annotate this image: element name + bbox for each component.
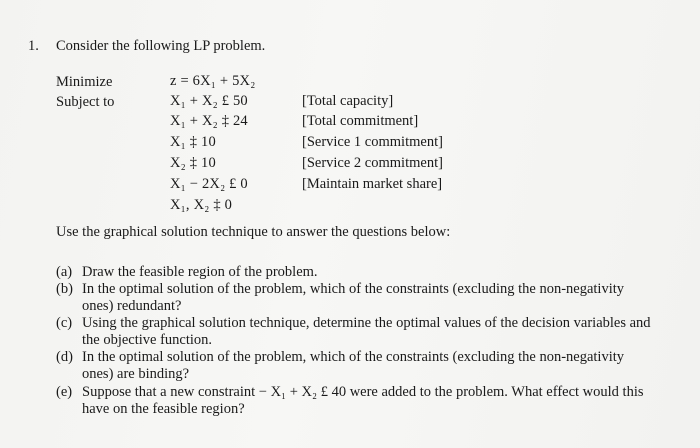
question-number: 1. bbox=[28, 38, 39, 54]
part-text: Suppose that a new constraint − X₁ + X₂ £ 40 were added to the problem. What effect would this have on the feasible region? bbox=[82, 384, 644, 417]
constraint-expr: X₁ + X₂ ‡ 24 bbox=[170, 113, 248, 129]
constraint-expr: X₂ ‡ 10 bbox=[170, 155, 216, 171]
instructions: Use the graphical solution technique to answer the questions below: bbox=[56, 224, 451, 240]
question-part-d bbox=[56, 349, 656, 383]
objective-function: z = 6X₁ + 5X₂ bbox=[170, 73, 256, 89]
constraint-note: [Total capacity] bbox=[302, 93, 394, 109]
part-tag: (b) bbox=[56, 281, 73, 297]
constraint-note: [Maintain market share] bbox=[302, 176, 443, 192]
minimize-label: Minimize bbox=[56, 74, 113, 90]
constraint-expr: X₁ − 2X₂ £ 0 bbox=[170, 176, 248, 192]
constraint-note: [Total commitment] bbox=[302, 113, 419, 129]
part-text: In the optimal solution of the problem, which of the constraints (excluding the non-negativity ones) are binding? bbox=[82, 349, 625, 382]
constraint-expr: X₁ + X₂ £ 50 bbox=[170, 93, 248, 109]
part-tag: (d) bbox=[56, 349, 73, 365]
question-part-b bbox=[56, 281, 656, 315]
part-tag: (e) bbox=[56, 384, 73, 400]
constraint-note: [Service 2 commitment] bbox=[302, 155, 443, 171]
question-part-c bbox=[56, 315, 656, 349]
constraint-expr: X₁ ‡ 10 bbox=[170, 134, 216, 150]
constraint-note: [Service 1 commitment] bbox=[302, 134, 443, 150]
question-part-a bbox=[56, 264, 656, 281]
question-part-e bbox=[56, 384, 656, 418]
part-text: Using the graphical solution technique, determine the optimal values of the decision variables and the objective function. bbox=[82, 315, 651, 348]
nonnegativity-constraint: X₁, X₂ ‡ 0 bbox=[170, 197, 233, 213]
question-intro: Consider the following LP problem. bbox=[56, 38, 266, 54]
part-text: Draw the feasible region of the problem. bbox=[82, 264, 318, 280]
part-tag: (c) bbox=[56, 315, 73, 331]
subject-to-label: Subject to bbox=[56, 94, 115, 110]
part-tag: (a) bbox=[56, 264, 73, 280]
part-text: In the optimal solution of the problem, which of the constraints (excluding the non-negativity ones) redundant? bbox=[82, 281, 625, 314]
